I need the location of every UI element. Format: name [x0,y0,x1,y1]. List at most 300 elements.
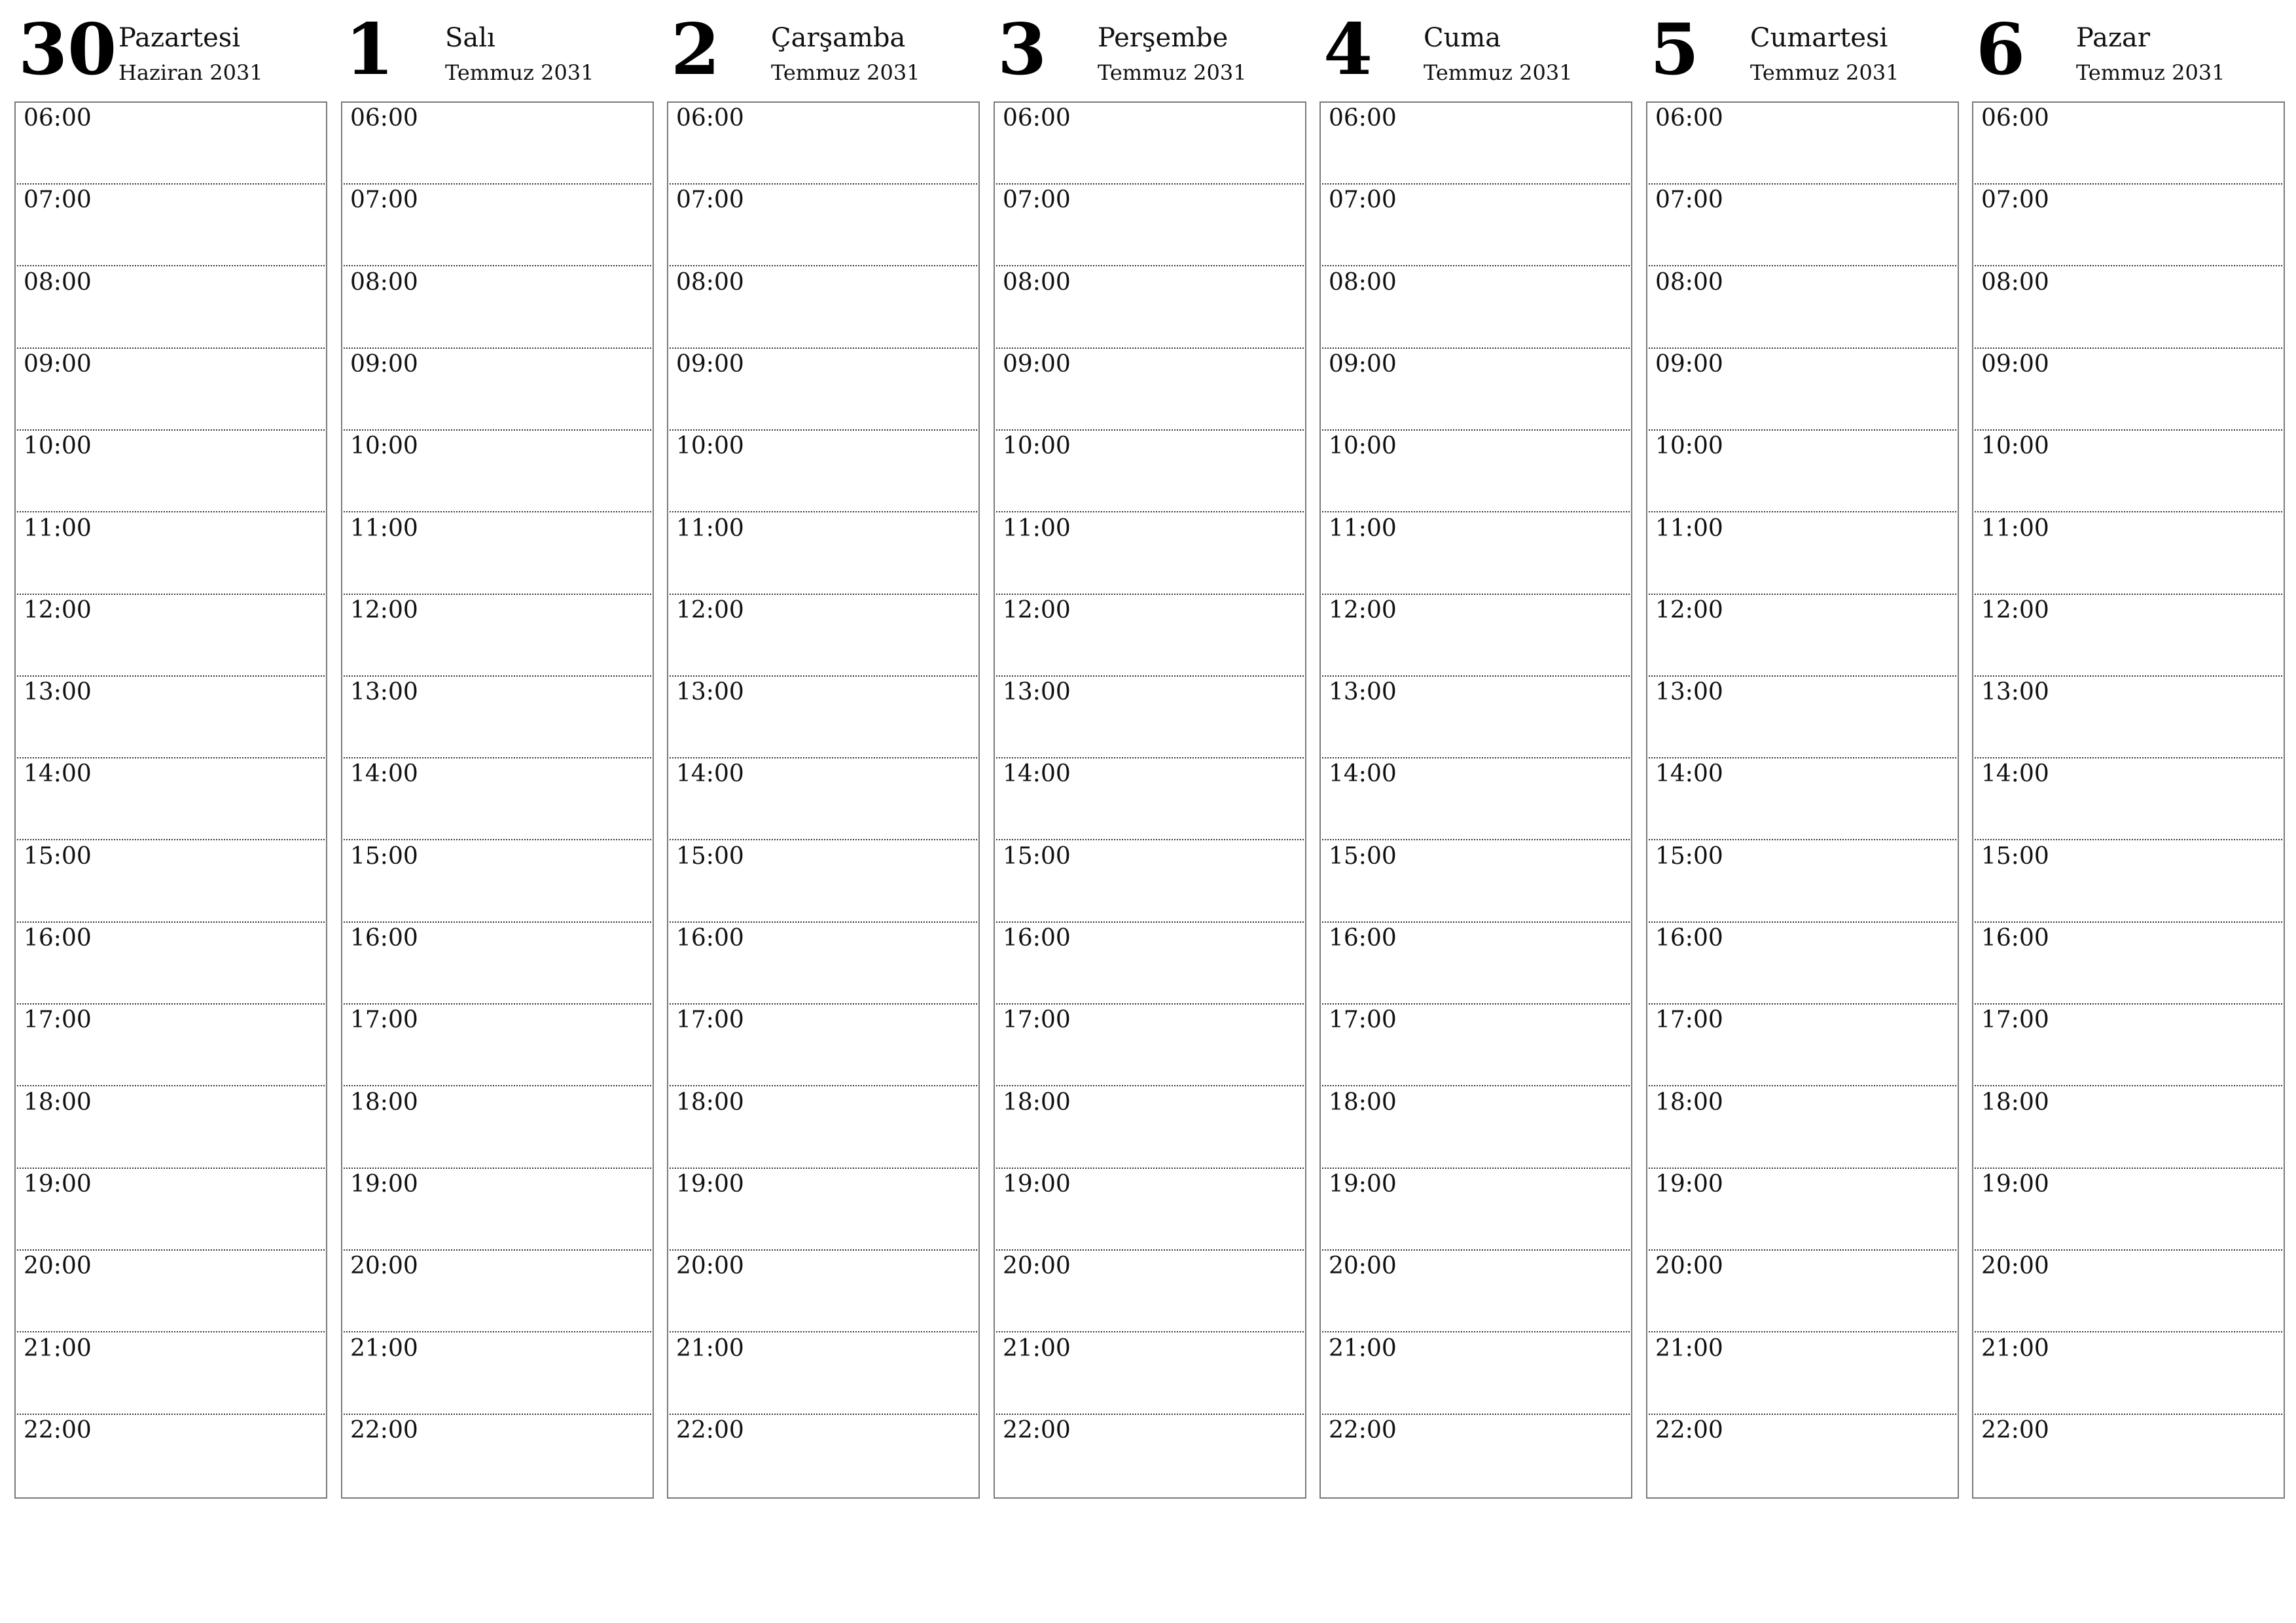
hour-divider [670,1085,977,1086]
hour-divider [670,265,977,266]
time-slot[interactable] [1973,267,2284,349]
time-slot[interactable] [16,513,326,595]
time-slot[interactable] [1321,1169,1631,1251]
time-slot[interactable] [342,841,653,923]
time-slot[interactable] [668,1087,978,1169]
time-label: 10:00 [1655,433,1723,459]
time-label: 22:00 [24,1417,92,1444]
time-slot[interactable] [668,1005,978,1086]
hour-divider [1322,511,1630,512]
time-slot[interactable] [668,677,978,758]
time-slot[interactable] [1973,758,2284,840]
time-label: 06:00 [1981,105,2049,132]
day-column [994,0,1306,1444]
time-label: 07:00 [676,187,744,213]
hour-divider [1649,511,1956,512]
hour-divider [344,1331,651,1332]
time-label: 06:00 [676,105,744,132]
day-month: Temmuz 2031 [2076,60,2225,85]
day-month: Temmuz 2031 [445,60,594,85]
time-slot[interactable] [1647,185,1958,266]
time-slot[interactable] [16,1005,326,1086]
hour-divider [996,265,1304,266]
time-slot[interactable] [342,1005,653,1086]
time-label: 13:00 [24,679,92,705]
time-label: 07:00 [24,187,92,213]
time-label: 15:00 [676,843,744,870]
day-number: 2 [671,9,721,91]
time-label: 19:00 [350,1171,418,1198]
hour-divider [670,1331,977,1332]
time-slot[interactable] [995,1415,1305,1497]
day-schedule-box[interactable] [667,101,980,1499]
time-label: 18:00 [350,1089,418,1116]
time-slot[interactable] [995,677,1305,758]
time-label: 07:00 [1329,187,1397,213]
time-label: 14:00 [1655,760,1723,787]
time-label: 15:00 [1655,843,1723,870]
time-slot[interactable] [342,1415,653,1497]
time-slot[interactable] [342,431,653,512]
day-month: Temmuz 2031 [1424,60,1573,85]
time-label: 16:00 [1981,925,2049,952]
time-label: 11:00 [676,515,744,542]
time-slot[interactable] [668,923,978,1005]
day-column [1646,0,1959,1444]
time-label: 08:00 [1655,269,1723,296]
time-slot[interactable] [1321,841,1631,923]
time-slot[interactable] [342,349,653,431]
time-slot[interactable] [16,1169,326,1251]
hour-divider [17,265,325,266]
time-label: 22:00 [676,1417,744,1444]
day-name: Perşembe [1098,23,1229,53]
time-label: 08:00 [24,269,92,296]
time-label: 21:00 [24,1335,92,1362]
time-label: 08:00 [1003,269,1071,296]
time-label: 16:00 [1329,925,1397,952]
time-label: 07:00 [1981,187,2049,213]
day-header [1646,0,1959,101]
time-slot[interactable] [1647,1415,1958,1497]
hour-divider [1322,265,1630,266]
hour-divider [996,1331,1304,1332]
time-slot[interactable] [668,595,978,677]
time-slot[interactable] [1321,758,1631,840]
time-slot[interactable] [1647,1005,1958,1086]
time-slot[interactable] [1647,1251,1958,1332]
hour-divider [670,839,977,840]
day-number: 5 [1650,9,1700,91]
hour-divider [17,839,325,840]
time-label: 09:00 [350,351,418,378]
time-slot[interactable] [1647,1087,1958,1169]
time-slot[interactable] [16,1087,326,1169]
time-label: 09:00 [1003,351,1071,378]
time-label: 17:00 [350,1007,418,1033]
time-label: 13:00 [1003,679,1071,705]
time-slot[interactable] [995,103,1305,185]
time-slot[interactable] [995,513,1305,595]
time-slot[interactable] [342,513,653,595]
time-slot[interactable] [995,595,1305,677]
hour-divider [1322,1331,1630,1332]
time-slot[interactable] [1321,267,1631,349]
time-slot[interactable] [1973,1251,2284,1332]
day-name: Cumartesi [1750,23,1888,53]
time-slot[interactable] [1647,513,1958,595]
time-label: 15:00 [24,843,92,870]
day-header [994,0,1306,101]
time-label: 20:00 [24,1253,92,1279]
time-slot[interactable] [16,1415,326,1497]
day-name: Çarşamba [771,23,906,53]
time-slot[interactable] [1973,1087,2284,1169]
time-slot[interactable] [1647,595,1958,677]
hour-divider [1975,511,2282,512]
time-label: 17:00 [1003,1007,1071,1033]
time-slot[interactable] [16,1333,326,1415]
time-slot[interactable] [1647,103,1958,185]
day-header [667,0,980,101]
hour-divider [996,839,1304,840]
time-label: 16:00 [24,925,92,952]
day-month: Temmuz 2031 [1750,60,1899,85]
time-slot[interactable] [668,758,978,840]
time-label: 18:00 [1655,1089,1723,1116]
day-schedule-box[interactable] [1319,101,1632,1499]
time-slot[interactable] [342,267,653,349]
time-slot[interactable] [1321,677,1631,758]
time-slot[interactable] [1973,185,2284,266]
time-slot[interactable] [342,923,653,1005]
time-slot[interactable] [1321,349,1631,431]
time-label: 22:00 [1655,1417,1723,1444]
time-slot[interactable] [1647,841,1958,923]
time-slot[interactable] [995,1087,1305,1169]
hour-divider [670,511,977,512]
time-slot[interactable] [1647,1169,1958,1251]
day-number: 3 [997,9,1047,91]
time-label: 12:00 [1655,597,1723,624]
time-label: 19:00 [1655,1171,1723,1198]
time-slot[interactable] [16,349,326,431]
time-label: 20:00 [1655,1253,1723,1279]
time-slot[interactable] [342,1087,653,1169]
time-slot[interactable] [1973,513,2284,595]
day-column [14,0,327,1444]
time-label: 10:00 [676,433,744,459]
day-number: 6 [1976,9,2026,91]
time-slot[interactable] [16,103,326,185]
time-label: 09:00 [24,351,92,378]
time-slot[interactable] [1321,513,1631,595]
time-label: 15:00 [1981,843,2049,870]
time-label: 16:00 [350,925,418,952]
time-slot[interactable] [1321,595,1631,677]
time-slot[interactable] [668,185,978,266]
day-month: Temmuz 2031 [1098,60,1247,85]
time-slot[interactable] [1647,267,1958,349]
time-label: 19:00 [1003,1171,1071,1198]
time-label: 06:00 [1329,105,1397,132]
time-label: 11:00 [1329,515,1397,542]
time-slot[interactable] [1647,349,1958,431]
time-label: 16:00 [1003,925,1071,952]
time-slot[interactable] [1973,1169,2284,1251]
hour-divider [17,511,325,512]
time-label: 12:00 [1003,597,1071,624]
time-label: 06:00 [1003,105,1071,132]
day-name: Pazartesi [118,23,241,53]
hour-divider [1322,1085,1630,1086]
time-slot[interactable] [342,185,653,266]
time-slot[interactable] [995,349,1305,431]
day-header [14,0,327,101]
day-header [1319,0,1632,101]
time-label: 22:00 [350,1417,418,1444]
time-slot[interactable] [342,103,653,185]
time-label: 14:00 [1003,760,1071,787]
time-label: 14:00 [24,760,92,787]
time-slot[interactable] [668,267,978,349]
day-header [1972,0,2285,101]
time-slot[interactable] [342,758,653,840]
time-label: 16:00 [1655,925,1723,952]
hour-divider [1975,839,2282,840]
hour-divider [1649,265,1956,266]
time-slot[interactable] [16,1251,326,1332]
day-month: Temmuz 2031 [771,60,920,85]
time-label: 06:00 [24,105,92,132]
hour-divider [17,1331,325,1332]
time-label: 10:00 [1329,433,1397,459]
time-slot[interactable] [668,1169,978,1251]
time-slot[interactable] [16,758,326,840]
time-label: 17:00 [1655,1007,1723,1033]
time-slot[interactable] [1321,1005,1631,1086]
time-label: 12:00 [24,597,92,624]
time-slot[interactable] [668,1251,978,1332]
time-label: 12:00 [350,597,418,624]
time-label: 22:00 [1003,1417,1071,1444]
time-label: 17:00 [1329,1007,1397,1033]
time-label: 12:00 [1981,597,2049,624]
time-slot[interactable] [1647,431,1958,512]
time-label: 14:00 [1981,760,2049,787]
day-schedule-box[interactable] [994,101,1306,1499]
time-label: 08:00 [676,269,744,296]
time-slot[interactable] [1321,185,1631,266]
day-schedule-box[interactable] [14,101,327,1499]
time-label: 06:00 [350,105,418,132]
time-slot[interactable] [995,758,1305,840]
hour-divider [1649,1331,1956,1332]
hour-divider [344,839,651,840]
time-label: 18:00 [24,1089,92,1116]
time-slot[interactable] [1973,677,2284,758]
time-slot[interactable] [342,1333,653,1415]
day-number: 1 [345,9,395,91]
time-slot[interactable] [16,841,326,923]
time-label: 21:00 [1655,1335,1723,1362]
time-label: 17:00 [676,1007,744,1033]
hour-divider [1975,265,2282,266]
time-label: 20:00 [676,1253,744,1279]
time-label: 22:00 [1329,1417,1397,1444]
time-slot[interactable] [1973,1415,2284,1497]
time-slot[interactable] [16,677,326,758]
time-slot[interactable] [668,349,978,431]
time-slot[interactable] [1647,677,1958,758]
time-slot[interactable] [995,923,1305,1005]
time-label: 13:00 [676,679,744,705]
time-slot[interactable] [1647,1333,1958,1415]
time-label: 18:00 [1981,1089,2049,1116]
time-label: 21:00 [350,1335,418,1362]
hour-divider [344,265,651,266]
time-slot[interactable] [995,1251,1305,1332]
time-slot[interactable] [668,103,978,185]
time-slot[interactable] [342,595,653,677]
time-slot[interactable] [995,841,1305,923]
time-slot[interactable] [995,1169,1305,1251]
time-slot[interactable] [1973,431,2284,512]
day-schedule-box[interactable] [1972,101,2285,1499]
day-schedule-box[interactable] [341,101,654,1499]
time-label: 13:00 [1981,679,2049,705]
time-slot[interactable] [668,431,978,512]
time-label: 07:00 [1655,187,1723,213]
day-month: Haziran 2031 [118,60,263,85]
time-label: 18:00 [1003,1089,1071,1116]
time-label: 11:00 [1003,515,1071,542]
day-column [341,0,654,1444]
hour-divider [1975,1331,2282,1332]
time-slot[interactable] [668,1333,978,1415]
time-label: 15:00 [1003,843,1071,870]
time-label: 19:00 [676,1171,744,1198]
time-slot[interactable] [1973,1005,2284,1086]
time-label: 11:00 [1981,515,2049,542]
time-slot[interactable] [668,1415,978,1497]
time-label: 19:00 [24,1171,92,1198]
hour-divider [996,511,1304,512]
time-slot[interactable] [995,1005,1305,1086]
time-label: 13:00 [1329,679,1397,705]
time-slot[interactable] [16,431,326,512]
time-slot[interactable] [995,185,1305,266]
time-slot[interactable] [668,513,978,595]
time-label: 15:00 [1329,843,1397,870]
time-slot[interactable] [1321,1087,1631,1169]
hour-divider [1649,1085,1956,1086]
time-label: 20:00 [1003,1253,1071,1279]
time-label: 13:00 [350,679,418,705]
time-slot[interactable] [1321,431,1631,512]
time-slot[interactable] [342,1251,653,1332]
time-label: 18:00 [676,1089,744,1116]
time-label: 14:00 [676,760,744,787]
time-slot[interactable] [1321,1333,1631,1415]
time-slot[interactable] [995,1333,1305,1415]
time-label: 11:00 [1655,515,1723,542]
time-label: 10:00 [24,433,92,459]
time-label: 10:00 [350,433,418,459]
time-slot[interactable] [995,431,1305,512]
time-label: 19:00 [1981,1171,2049,1198]
time-slot[interactable] [995,267,1305,349]
hour-divider [1322,839,1630,840]
time-label: 18:00 [1329,1089,1397,1116]
time-label: 07:00 [350,187,418,213]
time-slot[interactable] [1973,595,2284,677]
time-label: 20:00 [1329,1253,1397,1279]
time-slot[interactable] [1647,758,1958,840]
time-slot[interactable] [1973,349,2284,431]
time-slot[interactable] [16,267,326,349]
time-slot[interactable] [1973,1333,2284,1415]
time-label: 17:00 [24,1007,92,1033]
day-schedule-box[interactable] [1646,101,1959,1499]
time-slot[interactable] [342,1169,653,1251]
time-slot[interactable] [342,677,653,758]
time-slot[interactable] [16,185,326,266]
time-slot[interactable] [1321,1251,1631,1332]
time-slot[interactable] [1647,923,1958,1005]
time-label: 09:00 [676,351,744,378]
time-label: 15:00 [350,843,418,870]
time-slot[interactable] [668,841,978,923]
time-slot[interactable] [1321,923,1631,1005]
hour-divider [344,511,651,512]
time-label: 21:00 [1981,1335,2049,1362]
time-label: 10:00 [1981,433,2049,459]
time-slot[interactable] [1973,841,2284,923]
day-name: Salı [445,23,495,53]
time-label: 09:00 [1329,351,1397,378]
time-label: 12:00 [676,597,744,624]
time-label: 21:00 [1003,1335,1071,1362]
time-label: 11:00 [350,515,418,542]
time-slot[interactable] [1321,103,1631,185]
time-slot[interactable] [1973,103,2284,185]
day-name: Cuma [1424,23,1501,53]
time-label: 09:00 [1981,351,2049,378]
day-number: 4 [1323,9,1373,91]
time-label: 14:00 [350,760,418,787]
time-slot[interactable] [16,923,326,1005]
time-label: 11:00 [24,515,92,542]
time-label: 17:00 [1981,1007,2049,1033]
day-name: Pazar [2076,23,2151,53]
day-column [1319,0,1632,1444]
time-slot[interactable] [1321,1415,1631,1497]
time-slot[interactable] [1973,923,2284,1005]
day-column [667,0,980,1444]
time-label: 21:00 [676,1335,744,1362]
time-label: 16:00 [676,925,744,952]
hour-divider [17,1085,325,1086]
time-slot[interactable] [16,595,326,677]
time-label: 06:00 [1655,105,1723,132]
time-label: 08:00 [1329,269,1397,296]
time-label: 09:00 [1655,351,1723,378]
time-label: 12:00 [1329,597,1397,624]
time-label: 22:00 [1981,1417,2049,1444]
time-label: 13:00 [1655,679,1723,705]
time-label: 08:00 [1981,269,2049,296]
